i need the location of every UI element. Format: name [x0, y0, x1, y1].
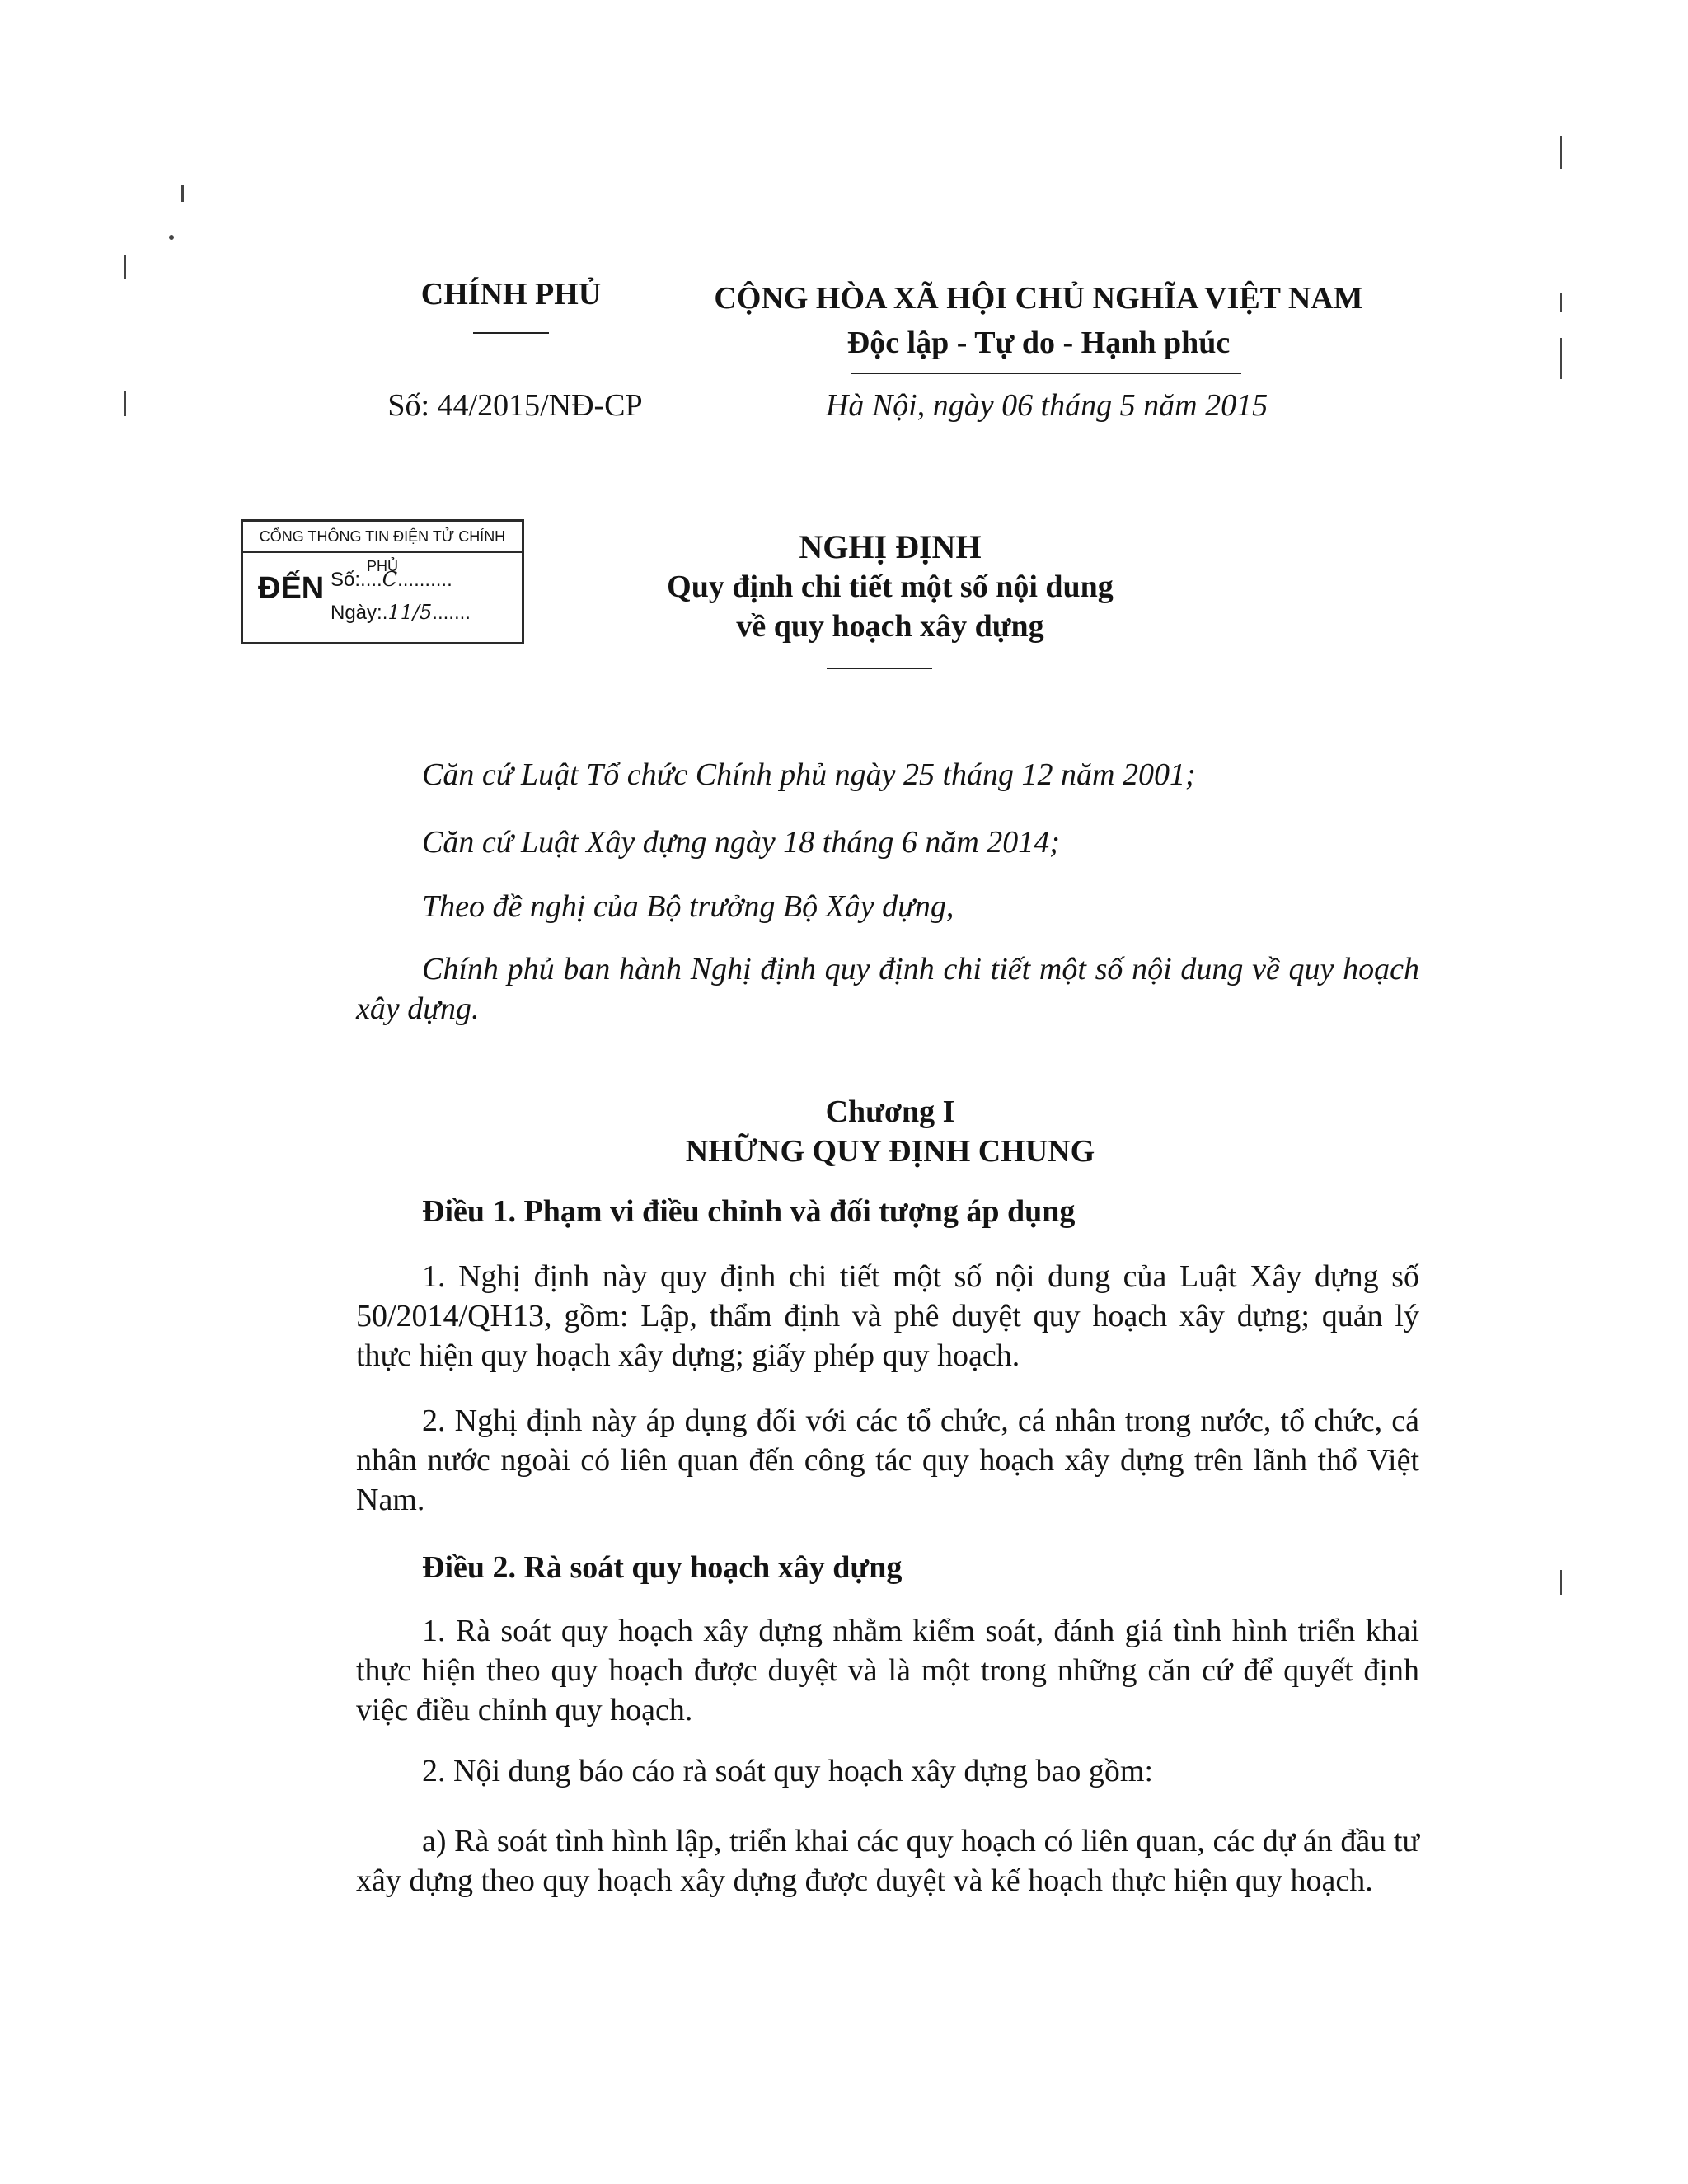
article-2-clause-2a: a) Rà soát tình hình lập, triển khai các quy hoạch có liên quan, các dự án đầu tư xây dựng theo quy hoạch xây dựng được duyệt và kế hoạch thực hiện quy hoạch.: [356, 1824, 1419, 1898]
article-1-clause-1: 1. Nghị định này quy định chi tiết một số nội dung của Luật Xây dựng số 50/2014/QH13, gồm: Lập, thẩm định và phê duyệt quy hoạch xây dựng; quản lý thực hiện quy hoạch xây dựng; giấy phép quy hoạch.: [356, 1259, 1419, 1373]
scan-mark: [1560, 1570, 1562, 1595]
stamp-agency: CỔNG THÔNG TIN ĐIỆN TỬ CHÍNH PHỦ: [243, 522, 522, 553]
place-date: Hà Nội, ngày 06 tháng 5 năm 2015: [825, 388, 1268, 423]
scan-mark: [181, 185, 184, 202]
legal-basis-1: Căn cứ Luật Tổ chức Chính phủ ngày 25 tháng 12 năm 2001;: [422, 757, 1196, 792]
legal-basis-3: Theo đề nghị của Bộ trưởng Bộ Xây dựng,: [422, 889, 954, 924]
decree-type: NGHỊ ĐỊNH: [799, 528, 982, 565]
stamp-date-line: Ngày:.11/5.......: [331, 601, 471, 624]
decree-subtitle-line1: Quy định chi tiết một số nội dung: [667, 569, 1114, 604]
article-2-clause-2: 2. Nội dung báo cáo rà soát quy hoạch xây dựng bao gồm:: [422, 1754, 1154, 1788]
document-number: Số: 44/2015/NĐ-CP: [387, 388, 643, 423]
scan-mark: [1560, 136, 1562, 169]
stamp-number-line: Số:....C..........: [331, 568, 452, 591]
received-stamp: [241, 519, 524, 644]
promulgation-statement: Chính phủ ban hành Nghị định quy định chi tiết một số nội dung về quy hoạch xây dựng.: [356, 952, 1419, 1026]
scan-mark: [1560, 338, 1562, 379]
legal-basis-2: Căn cứ Luật Xây dựng ngày 18 tháng 6 năm 2014;: [422, 825, 1060, 860]
scan-mark: [124, 255, 126, 279]
motto-underline: [851, 373, 1241, 374]
country-name: CỘNG HÒA XÃ HỘI CHỦ NGHĨA VIỆT NAM: [714, 281, 1363, 316]
stamp-number-value: C: [382, 568, 398, 591]
article-2-heading: Điều 2. Rà soát quy hoạch xây dựng: [422, 1550, 903, 1585]
stamp-den: ĐẾN: [258, 571, 325, 606]
scan-mark: [169, 235, 174, 240]
article-1-clause-2: 2. Nghị định này áp dụng đối với các tổ chức, cá nhân trong nước, tổ chức, cá nhân nước ngoài có liên quan đến công tác quy hoạch xây dựng trên lãnh thổ Việt Nam.: [356, 1404, 1419, 1517]
chapter-heading: [577, 1092, 1203, 1171]
decree-subtitle-line2: về quy hoạch xây dựng: [736, 609, 1044, 644]
scan-mark: [124, 391, 126, 416]
scan-mark: [1560, 293, 1562, 312]
stamp-date-value: 11/5: [387, 601, 433, 624]
national-motto: Độc lập - Tự do - Hạnh phúc: [846, 326, 1231, 360]
national-header: [692, 276, 1385, 365]
issuer-name: CHÍNH PHỦ: [420, 277, 602, 312]
stamp-date-label: Ngày:: [331, 602, 382, 624]
chapter-title: NHỮNG QUY ĐỊNH CHUNG: [685, 1134, 1095, 1169]
article-1-heading: Điều 1. Phạm vi điều chỉnh và đối tượng áp dụng: [422, 1194, 1076, 1229]
issuer-underline: [473, 332, 549, 334]
decree-underline: [827, 668, 932, 669]
stamp-number-label: Số:: [331, 569, 361, 591]
article-2-clause-1: 1. Rà soát quy hoạch xây dựng nhằm kiểm soát, đánh giá tình hình triển khai thực hiện theo quy hoạch được duyệt và là một trong những căn cứ để quyết định việc điều chỉnh quy hoạch.: [356, 1614, 1419, 1727]
decree-title-block: [577, 527, 1203, 646]
chapter-number: Chương I: [825, 1094, 955, 1129]
